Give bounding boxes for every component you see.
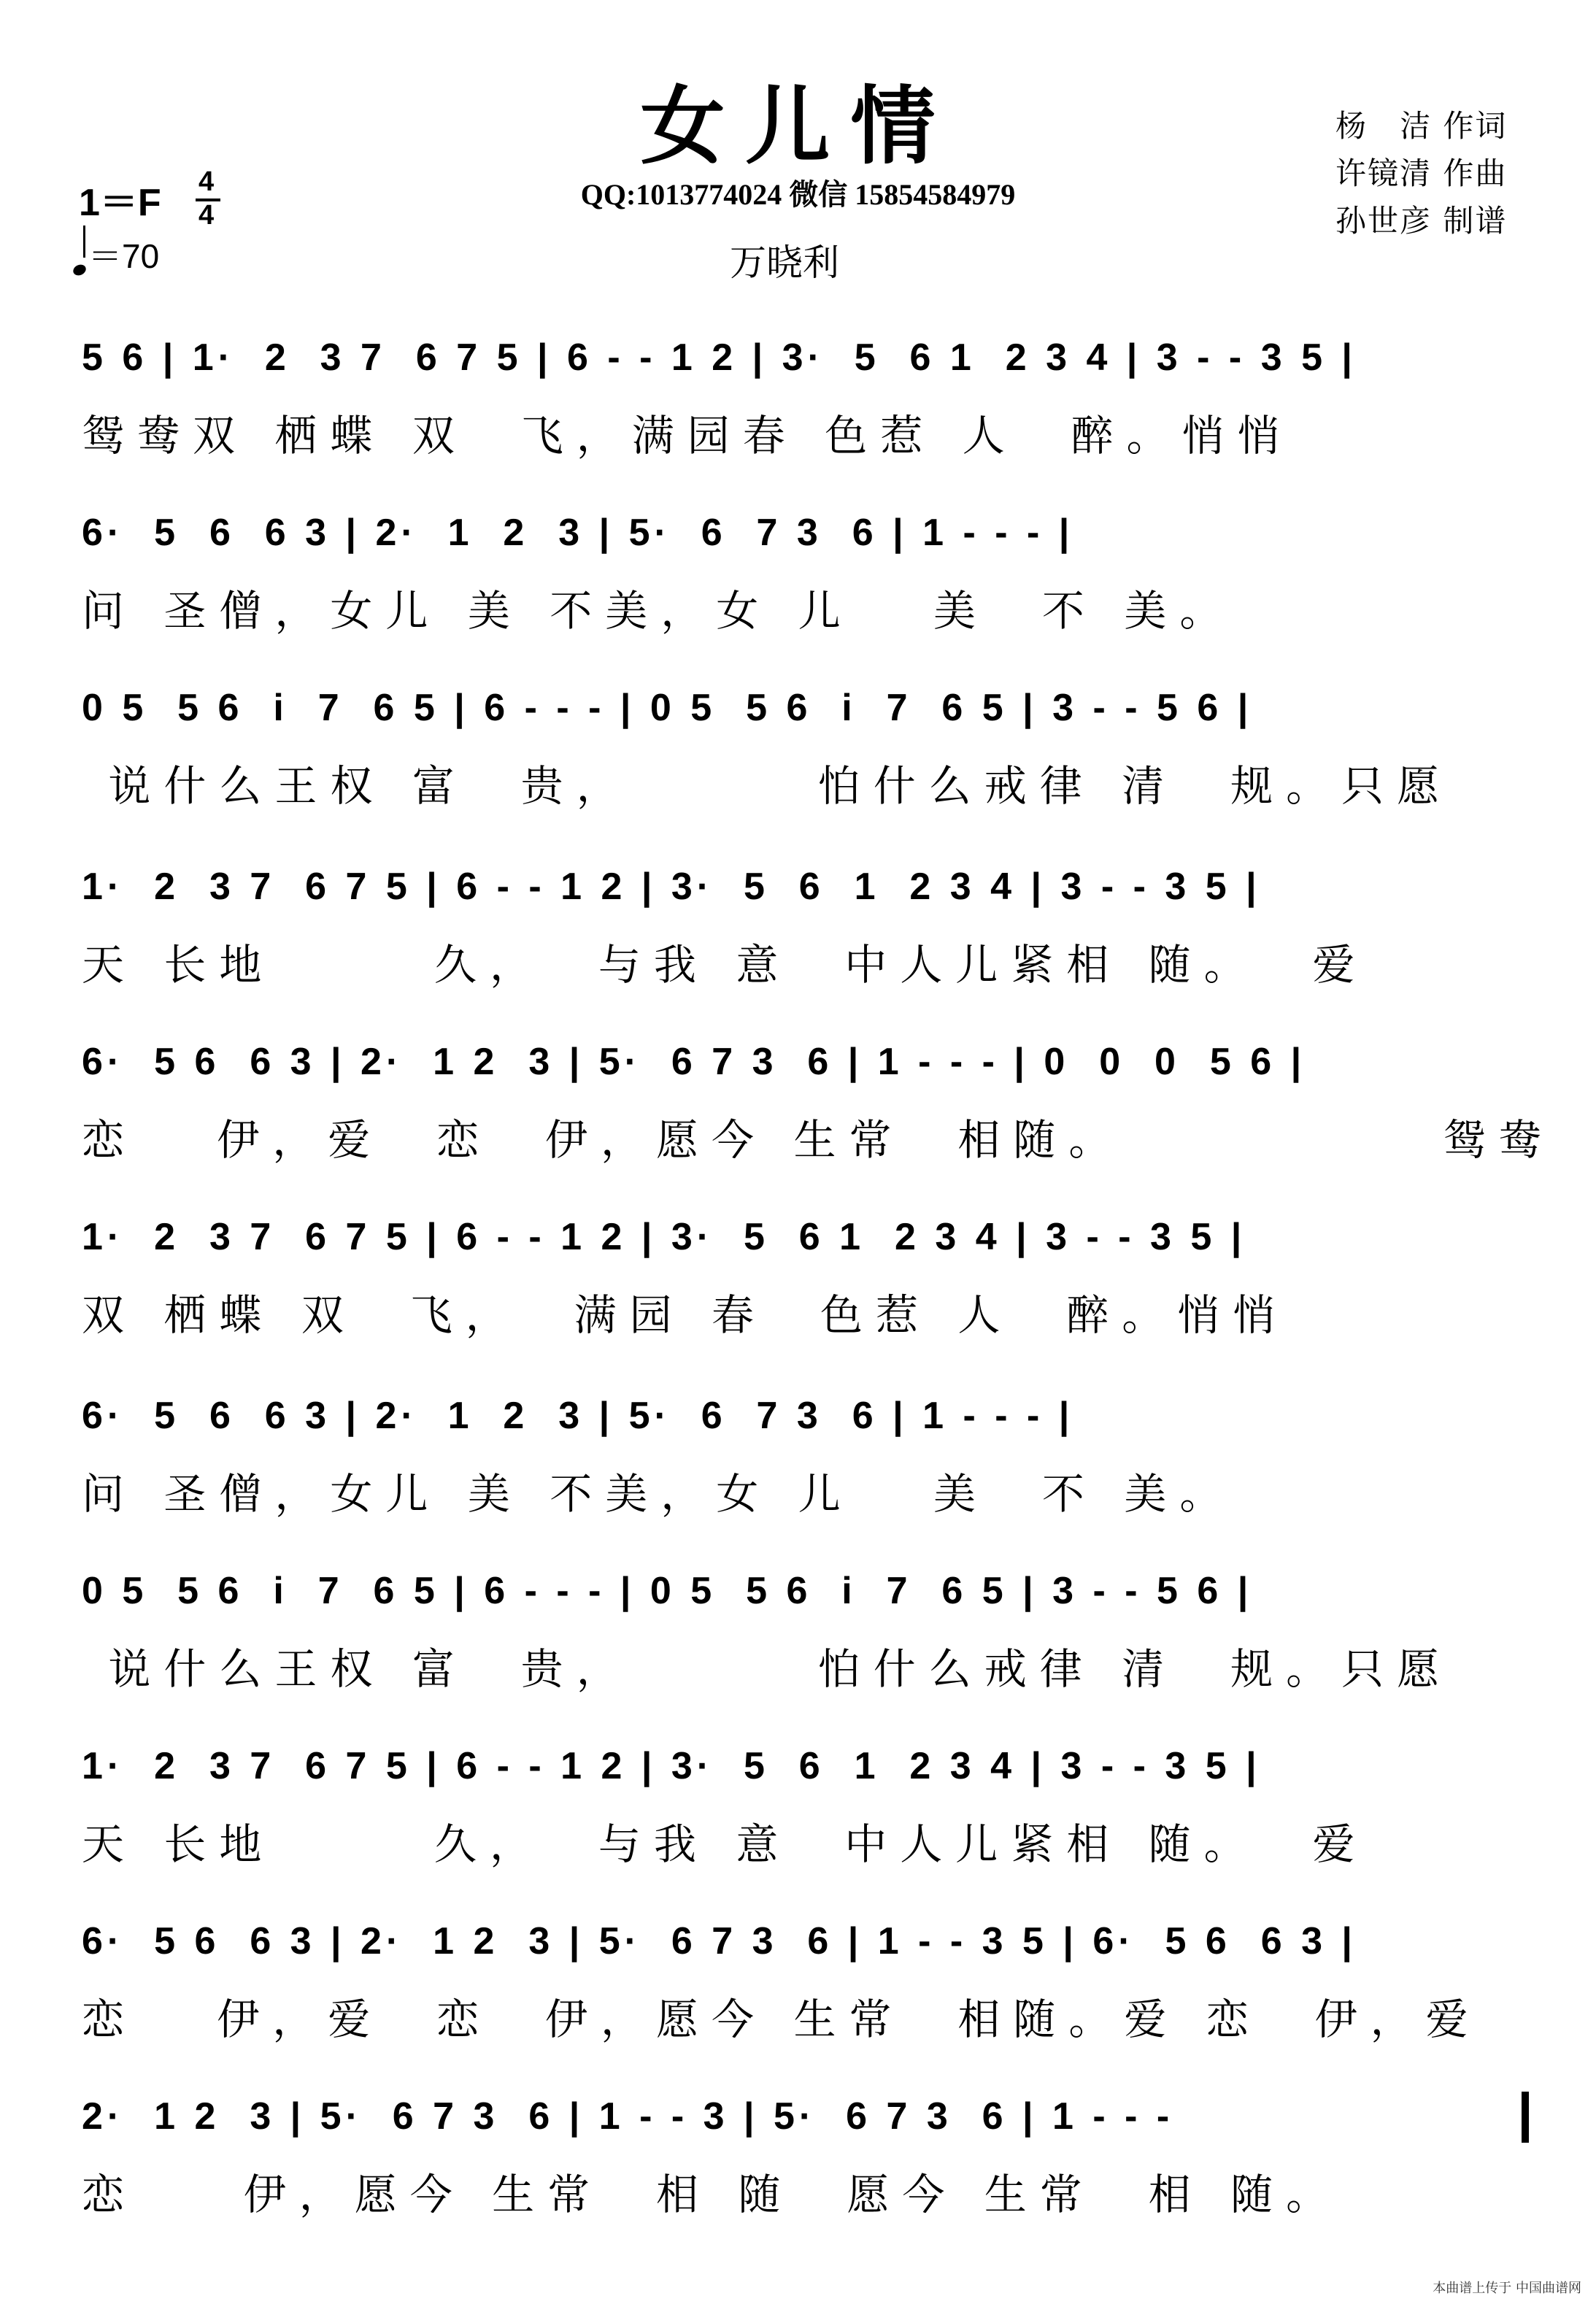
notation-line: 5 6 | 1· 2 3 7 6 7 5 | 6 - - 1 2 | 3· 5 6 1 2 3 4 | 3 - - 3 5 | bbox=[82, 336, 1357, 379]
score-system bbox=[0, 1208, 1596, 1383]
final-barline bbox=[1522, 2092, 1529, 2143]
credit-lyricist: 杨 洁 作词 bbox=[1335, 108, 1508, 144]
notation-line: 6· 5 6 6 3 | 2· 1 2 3 | 5· 6 7 3 6 | 1 - - 3 5 | 6· 5 6 6 3 | bbox=[82, 1920, 1357, 1962]
score-system bbox=[0, 1562, 1596, 1737]
lyrics-line: 天 长地 久， 与我 意 中人儿紧相 随。 爱 bbox=[82, 940, 1368, 990]
lyrics-line: 问 圣僧，女儿 美 不美，女 儿 美 不 美。 bbox=[82, 1469, 1235, 1519]
tempo-marking bbox=[73, 230, 159, 278]
notation-line: 2· 1 2 3 | 5· 6 7 3 6 | 1 - - 3 | 5· 6 7 3 6 | 1 - - - bbox=[82, 2095, 1174, 2138]
score-system bbox=[0, 1033, 1596, 1208]
notation-line: 6· 5 6 6 3 | 2· 1 2 3 | 5· 6 7 3 6 | 1 - - - | 0 0 0 5 6 | bbox=[82, 1041, 1306, 1083]
time-signature-top: 4 bbox=[198, 166, 215, 197]
score-system bbox=[0, 2087, 1596, 2262]
score-system bbox=[0, 858, 1596, 1033]
score-system bbox=[0, 1912, 1596, 2087]
credit-transcriber: 孙世彦 制谱 bbox=[1335, 203, 1508, 239]
lyrics-line: 恋 伊，愿今 生常 相 随 愿今 生常 相 随。 bbox=[82, 2170, 1342, 2219]
key-signature: 1＝F bbox=[79, 182, 161, 224]
score-system bbox=[0, 679, 1596, 854]
notation-line: 1· 2 3 7 6 7 5 | 6 - - 1 2 | 3· 5 6 1 2 3 4 | 3 - - 3 5 | bbox=[82, 866, 1261, 908]
lyrics-line: 问 圣僧，女儿 美 不美，女 儿 美 不 美。 bbox=[82, 586, 1235, 636]
score-system bbox=[0, 1737, 1596, 1912]
notation-line: 0 5 5 6 i 7 6 5 | 6 - - - | 0 5 5 6 i 7 6 5 | 3 - - 5 6 | bbox=[82, 1570, 1253, 1612]
lyrics-line: 鸳鸯双 栖蝶 双 飞，满园春 色惹 人 醉。悄悄 bbox=[82, 411, 1293, 461]
score-system bbox=[0, 504, 1596, 679]
notation-line: 0 5 5 6 i 7 6 5 | 6 - - - | 0 5 5 6 i 7 6 5 | 3 - - 5 6 | bbox=[82, 687, 1253, 729]
singer-name: 万晓利 bbox=[730, 242, 839, 284]
tempo-value: ＝70 bbox=[88, 237, 160, 275]
lyrics-line: 恋 伊，爱 恋 伊，愿今 生常 相随。爱 恋 伊，爱 bbox=[82, 1995, 1481, 2044]
notation-line: 1· 2 3 7 6 7 5 | 6 - - 1 2 | 3· 5 6 1 2 3 4 | 3 - - 3 5 | bbox=[82, 1745, 1261, 1787]
lyrics-line: 天 长地 久， 与我 意 中人儿紧相 随。 爱 bbox=[82, 1819, 1368, 1869]
lyrics-line: 恋 伊，爱 恋 伊，愿今 生常 相随。 鸳鸯 bbox=[82, 1115, 1554, 1165]
notation-line: 1· 2 3 7 6 7 5 | 6 - - 1 2 | 3· 5 6 1 2 3 4 | 3 - - 3 5 | bbox=[82, 1216, 1246, 1258]
quarter-note-icon bbox=[72, 263, 88, 277]
time-signature-bottom: 4 bbox=[198, 200, 215, 231]
quarter-note-stem bbox=[83, 226, 85, 258]
notation-line: 6· 5 6 6 3 | 2· 1 2 3 | 5· 6 7 3 6 | 1 - - - | bbox=[82, 1395, 1074, 1437]
notation-line: 6· 5 6 6 3 | 2· 1 2 3 | 5· 6 7 3 6 | 1 - - - | bbox=[82, 512, 1074, 554]
footer-note: 本曲谱上传于 中国曲谱网 bbox=[1433, 2281, 1581, 2296]
lyrics-line: 双 栖蝶 双 飞， 满园 春 色惹 人 醉。悄悄 bbox=[82, 1290, 1289, 1340]
score-system bbox=[0, 328, 1596, 504]
page-title: 女儿情 bbox=[640, 77, 956, 176]
contact-info: QQ:1013774024 微信 15854584979 bbox=[580, 178, 1016, 211]
credit-composer: 许镜清 作曲 bbox=[1335, 155, 1508, 191]
score-system bbox=[0, 1387, 1596, 1562]
lyrics-line: 说什么王权 富 贵， 怕什么戒律 清 规。只愿 bbox=[82, 761, 1453, 811]
lyrics-line: 说什么王权 富 贵， 怕什么戒律 清 规。只愿 bbox=[82, 1644, 1453, 1694]
